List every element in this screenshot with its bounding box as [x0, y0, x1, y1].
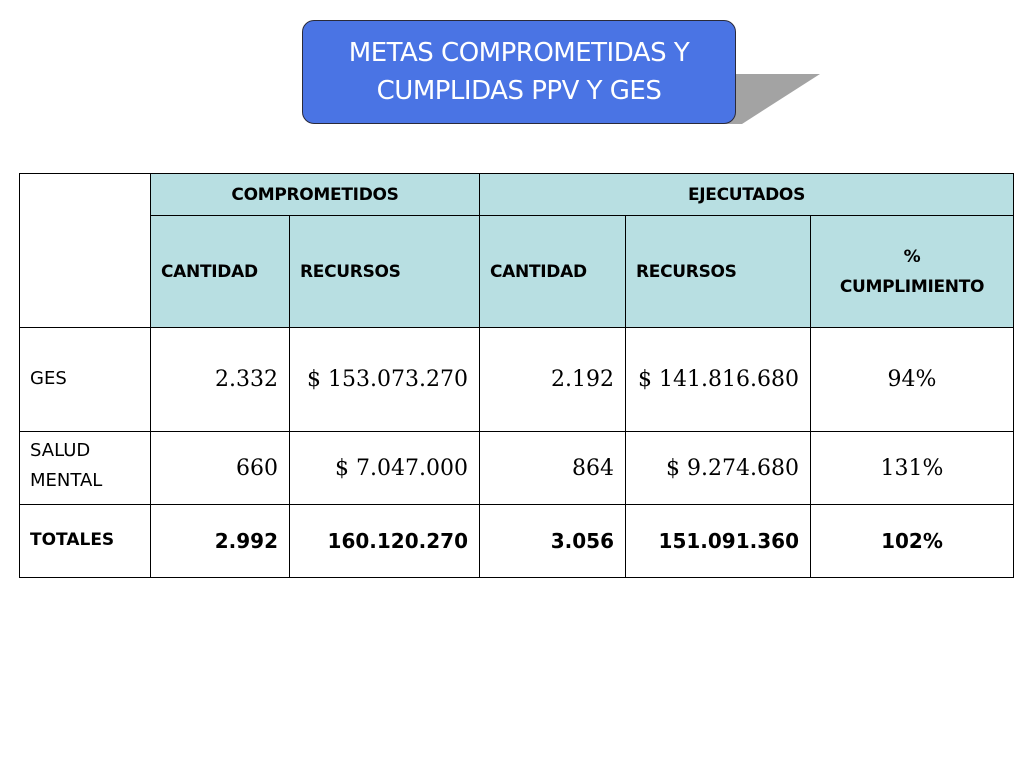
row-label-salud-mental	[20, 432, 151, 505]
cell-recursos-comprometidos: $ 153.073.270	[290, 328, 480, 432]
totals-row	[20, 505, 1014, 578]
title-line-2: CUMPLIDAS PPV Y GES	[376, 76, 662, 106]
header-recursos-ejecutados: RECURSOS	[626, 216, 811, 328]
header-ejecutados: EJECUTADOS	[480, 174, 1014, 216]
header-recursos-comprometidos: RECURSOS	[290, 216, 480, 328]
row-label-text: GES	[30, 368, 67, 389]
row-label-totales: TOTALES	[20, 505, 151, 578]
table-header-row-sub	[20, 216, 1014, 328]
total-cantidad-comprometidos: 2.992	[151, 505, 290, 578]
table-row	[20, 328, 1014, 432]
header-comprometidos: COMPROMETIDOS	[151, 174, 480, 216]
cell-cumplimiento: 131%	[811, 432, 1014, 505]
header-cumplimiento	[811, 216, 1014, 328]
header-cumplimiento-label: CUMPLIMIENTO	[839, 276, 985, 297]
cell-recursos-ejecutados: $ 141.816.680	[626, 328, 811, 432]
total-cumplimiento: 102%	[811, 505, 1014, 578]
cell-cantidad-ejecutados: 864	[480, 432, 626, 505]
table-header-row-group	[20, 174, 1014, 216]
corner-cell	[20, 174, 151, 328]
cell-cantidad-comprometidos: 660	[151, 432, 290, 505]
cell-cantidad-ejecutados: 2.192	[480, 328, 626, 432]
table-row	[20, 432, 1014, 505]
title-box	[302, 20, 736, 124]
metas-table	[19, 173, 1014, 578]
header-cumplimiento-pct: %	[903, 246, 921, 267]
title-banner	[302, 20, 822, 128]
total-recursos-comprometidos: 160.120.270	[290, 505, 480, 578]
cell-recursos-comprometidos: $ 7.047.000	[290, 432, 480, 505]
row-label-text-line1: SALUD	[30, 440, 91, 461]
row-label-ges	[20, 328, 151, 432]
cell-cumplimiento: 94%	[811, 328, 1014, 432]
total-cantidad-ejecutados: 3.056	[480, 505, 626, 578]
cell-recursos-ejecutados: $ 9.274.680	[626, 432, 811, 505]
row-label-text-line2: MENTAL	[30, 470, 103, 491]
title-line-1: METAS COMPROMETIDAS Y	[348, 38, 690, 68]
header-cantidad-comprometidos: CANTIDAD	[151, 216, 290, 328]
total-recursos-ejecutados: 151.091.360	[626, 505, 811, 578]
header-cantidad-ejecutados: CANTIDAD	[480, 216, 626, 328]
cell-cantidad-comprometidos: 2.332	[151, 328, 290, 432]
